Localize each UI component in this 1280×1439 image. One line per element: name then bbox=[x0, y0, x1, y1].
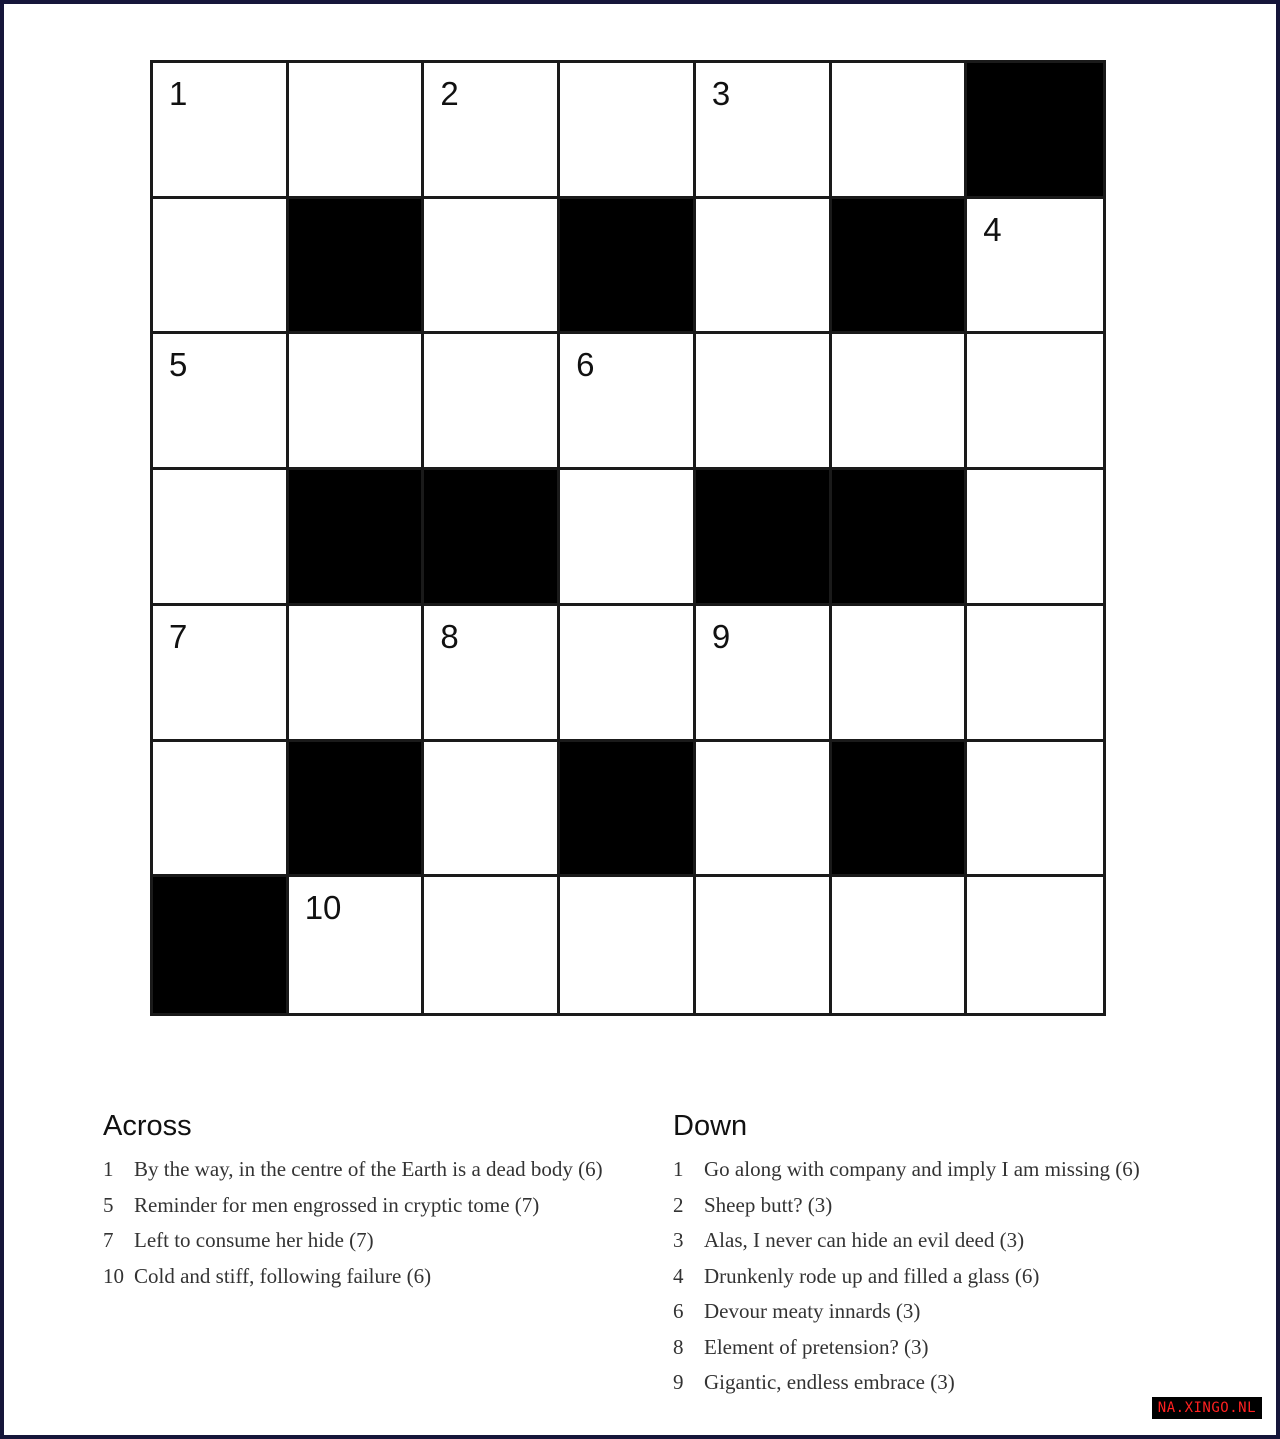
down-clue[interactable] bbox=[673, 1294, 1233, 1330]
grid-cell[interactable] bbox=[424, 877, 560, 1013]
grid-cell[interactable] bbox=[967, 606, 1103, 742]
clue-number: 3 bbox=[711, 75, 731, 112]
grid-cell[interactable] bbox=[967, 742, 1103, 878]
clue-number-label: 9 bbox=[673, 1370, 684, 1394]
clue-number: 4 bbox=[983, 210, 1002, 248]
clue-number: 8 bbox=[440, 617, 459, 655]
clue-number-label: 4 bbox=[673, 1263, 684, 1288]
grid-cell[interactable] bbox=[696, 63, 832, 199]
clue-number: 2 bbox=[440, 75, 459, 112]
clue-number: 10 bbox=[304, 889, 342, 927]
grid-cell[interactable] bbox=[967, 877, 1103, 1013]
across-clue-list bbox=[103, 1152, 663, 1294]
clue-number-label: 7 bbox=[103, 1228, 114, 1252]
grid-cell[interactable] bbox=[424, 63, 560, 199]
clue-number-label: 5 bbox=[103, 1192, 114, 1217]
grid-cell-black bbox=[696, 470, 832, 606]
grid-cell[interactable] bbox=[424, 199, 560, 335]
grid-cell[interactable] bbox=[832, 334, 968, 470]
grid-cell-black bbox=[832, 470, 968, 606]
crossword-grid bbox=[150, 60, 1106, 1016]
grid-cell[interactable] bbox=[560, 877, 696, 1013]
grid-cell-black bbox=[832, 742, 968, 878]
grid-cell[interactable] bbox=[289, 877, 425, 1013]
clue-text: Element of pretension? (3) bbox=[704, 1334, 929, 1359]
clue-number: 5 bbox=[169, 346, 188, 384]
across-clue[interactable] bbox=[103, 1223, 663, 1259]
down-clue[interactable] bbox=[673, 1330, 1233, 1366]
grid-cell[interactable] bbox=[696, 199, 832, 335]
clue-number-label: 3 bbox=[673, 1228, 684, 1252]
grid-cell[interactable] bbox=[560, 606, 696, 742]
clue-number: 7 bbox=[169, 617, 188, 655]
clue-text: Devour meaty innards (3) bbox=[704, 1299, 921, 1323]
clue-number-label: 2 bbox=[673, 1192, 684, 1217]
grid-cell[interactable] bbox=[560, 470, 696, 606]
clue-number: 1 bbox=[169, 75, 188, 112]
grid-cell[interactable] bbox=[832, 606, 968, 742]
grid-cell[interactable] bbox=[967, 334, 1103, 470]
clue-number-label: 1 bbox=[103, 1157, 114, 1181]
grid-cell[interactable] bbox=[424, 334, 560, 470]
down-clue[interactable] bbox=[673, 1365, 1233, 1401]
grid-cell-black bbox=[289, 470, 425, 606]
clue-text: Sheep butt? (3) bbox=[704, 1192, 833, 1217]
down-clue[interactable] bbox=[673, 1152, 1233, 1188]
down-clues-section bbox=[673, 1108, 1233, 1401]
grid-cell-black bbox=[560, 742, 696, 878]
clue-number-label: 10 bbox=[103, 1263, 124, 1288]
clue-number: 9 bbox=[711, 617, 731, 655]
grid-cell[interactable] bbox=[832, 877, 968, 1013]
clue-text: Alas, I never can hide an evil deed (3) bbox=[704, 1228, 1025, 1252]
clue-text: Gigantic, endless embrace (3) bbox=[704, 1370, 955, 1394]
grid-cell[interactable] bbox=[153, 199, 289, 335]
grid-cell[interactable] bbox=[696, 742, 832, 878]
grid-cell-black bbox=[424, 470, 560, 606]
grid-cell-black bbox=[560, 199, 696, 335]
grid-cell[interactable] bbox=[696, 606, 832, 742]
clue-text: Go along with company and imply I am missing (6) bbox=[704, 1157, 1140, 1181]
grid-cell[interactable] bbox=[153, 742, 289, 878]
grid-cell[interactable] bbox=[153, 63, 289, 199]
grid-cell[interactable] bbox=[967, 199, 1103, 335]
clue-text: Reminder for men engrossed in cryptic tome (7) bbox=[134, 1192, 540, 1217]
across-clue[interactable] bbox=[103, 1152, 663, 1188]
clue-text: Cold and stiff, following failure (6) bbox=[134, 1263, 432, 1288]
down-clue[interactable] bbox=[673, 1223, 1233, 1259]
grid-cell[interactable] bbox=[153, 334, 289, 470]
watermark-logo: NA.XINGO.NL bbox=[1152, 1397, 1262, 1419]
grid-cell[interactable] bbox=[832, 63, 968, 199]
grid-cell[interactable] bbox=[696, 334, 832, 470]
clue-text: By the way, in the centre of the Earth is a dead body (6) bbox=[134, 1157, 603, 1181]
grid-cell[interactable] bbox=[153, 470, 289, 606]
grid-cell[interactable] bbox=[967, 470, 1103, 606]
clue-text: Left to consume her hide (7) bbox=[134, 1228, 374, 1252]
clue-text: Drunkenly rode up and filled a glass (6) bbox=[704, 1263, 1040, 1288]
grid-cell[interactable] bbox=[289, 334, 425, 470]
grid-cell[interactable] bbox=[153, 606, 289, 742]
grid-cell[interactable] bbox=[289, 63, 425, 199]
across-clue[interactable] bbox=[103, 1259, 663, 1295]
clue-number-label: 6 bbox=[673, 1299, 684, 1323]
grid-cell[interactable] bbox=[560, 63, 696, 199]
grid-cell-black bbox=[832, 199, 968, 335]
clue-number-label: 1 bbox=[673, 1157, 684, 1181]
grid-cell[interactable] bbox=[424, 742, 560, 878]
grid-cell-black bbox=[967, 63, 1103, 199]
grid-cell[interactable] bbox=[289, 606, 425, 742]
grid-cell[interactable] bbox=[560, 334, 696, 470]
down-heading: Down bbox=[673, 1110, 748, 1142]
down-clue[interactable] bbox=[673, 1188, 1233, 1224]
across-clue[interactable] bbox=[103, 1188, 663, 1224]
across-heading: Across bbox=[103, 1110, 192, 1142]
grid-cell[interactable] bbox=[424, 606, 560, 742]
grid-cell-black bbox=[289, 742, 425, 878]
down-clue-list bbox=[673, 1152, 1233, 1401]
down-clue[interactable] bbox=[673, 1259, 1233, 1295]
grid-cell-black bbox=[289, 199, 425, 335]
clue-number: 6 bbox=[576, 346, 595, 384]
grid-cell[interactable] bbox=[696, 877, 832, 1013]
across-clues-section bbox=[103, 1108, 663, 1294]
grid-cell-black bbox=[153, 877, 289, 1013]
clue-number-label: 8 bbox=[673, 1334, 684, 1359]
